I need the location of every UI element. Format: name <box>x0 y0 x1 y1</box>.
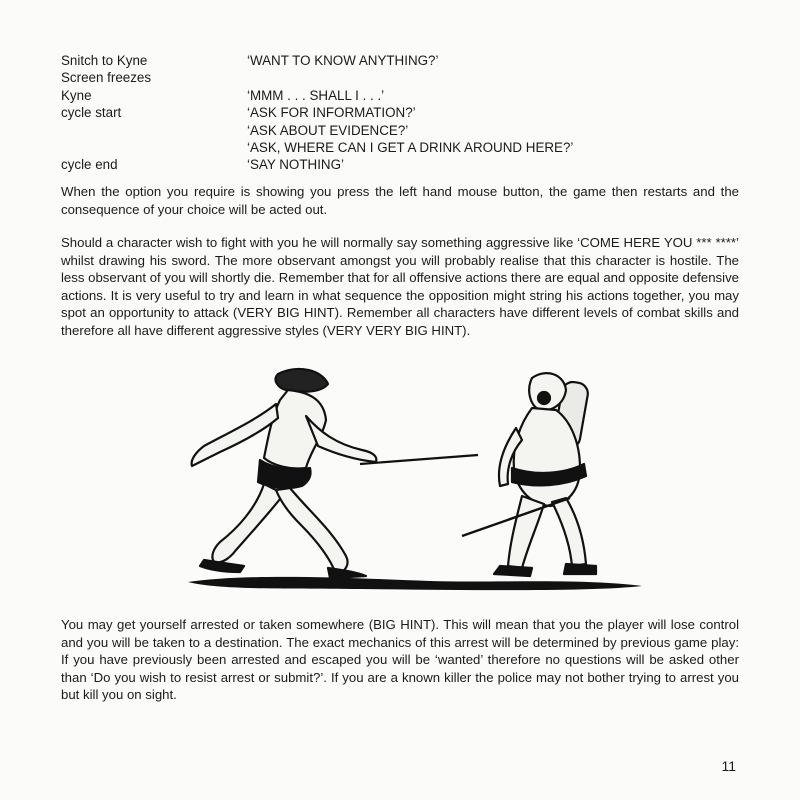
dialogue-row <box>61 104 621 156</box>
paragraph-mouse-option: When the option you require is showing you press the left hand mouse button, the game then restarts and the consequence of your choice will be acted out. <box>61 184 739 217</box>
dialogue-line: ‘ASK FOR INFORMATION?’ <box>247 105 416 121</box>
dialogue-row <box>61 87 621 104</box>
page-number: 11 <box>721 758 736 774</box>
dialogue-line: ‘MMM . . . SHALL I . . .’ <box>247 87 385 103</box>
sword-fight-illustration <box>160 360 660 595</box>
dialogue-speaker: cycle start <box>61 105 122 121</box>
defending-fencer <box>494 373 596 576</box>
dialogue-line: ‘SAY NOTHING’ <box>247 157 344 173</box>
paragraph-fighting: Should a character wish to fight with you he will normally say something aggressive like ‘COME HERE YOU *** ****’ whilst drawing his sword. The more observant amongst you will probably realise that this character is hostile. The less observant of you will shortly die. Remember that for all offensive actions there are equal and opposite defensive actions. It is very useful to try and learn in what sequence the opposition might string his actions together, you may spot an opportunity to attack (VERY BIG HINT). Remember all characters have different levels of combat skills and therefore all have different aggressive styles (VERY VERY BIG HINT). <box>61 235 739 338</box>
dialogue-script <box>61 52 621 174</box>
dialogue-speaker: Kyne <box>61 87 92 103</box>
paragraph-arrest: You may get yourself arrested or taken somewhere (BIG HINT). This will mean that you the player will lose control and you will be taken to a destination. The exact mechanics of this arrest will be determined by previous game play: If you have previously been arrested and escaped you will be ‘wanted’ therefore no questions will be asked other than ‘Do you wish to resist arrest or submit?’. If you are a known killer the police may not bother trying to arrest you but kill you on sight. <box>61 617 739 703</box>
dialogue-line: ‘WANT TO KNOW ANYTHING?’ <box>247 53 439 68</box>
dialogue-line: ‘ASK, WHERE CAN I GET A DRINK AROUND HERE?’ <box>247 140 574 156</box>
dialogue-speaker: Screen freezes <box>61 70 152 86</box>
dialogue-row <box>61 69 621 86</box>
dialogue-speaker: cycle end <box>61 157 118 173</box>
dialogue-speaker: Snitch to Kyne <box>61 53 148 68</box>
dialogue-row <box>61 156 621 173</box>
dialogue-row <box>61 52 621 69</box>
ground-shadow <box>188 577 642 590</box>
lunging-fencer-sword <box>360 455 478 464</box>
dialogue-line: ‘ASK ABOUT EVIDENCE?’ <box>247 122 409 138</box>
lunging-fencer <box>192 369 377 578</box>
